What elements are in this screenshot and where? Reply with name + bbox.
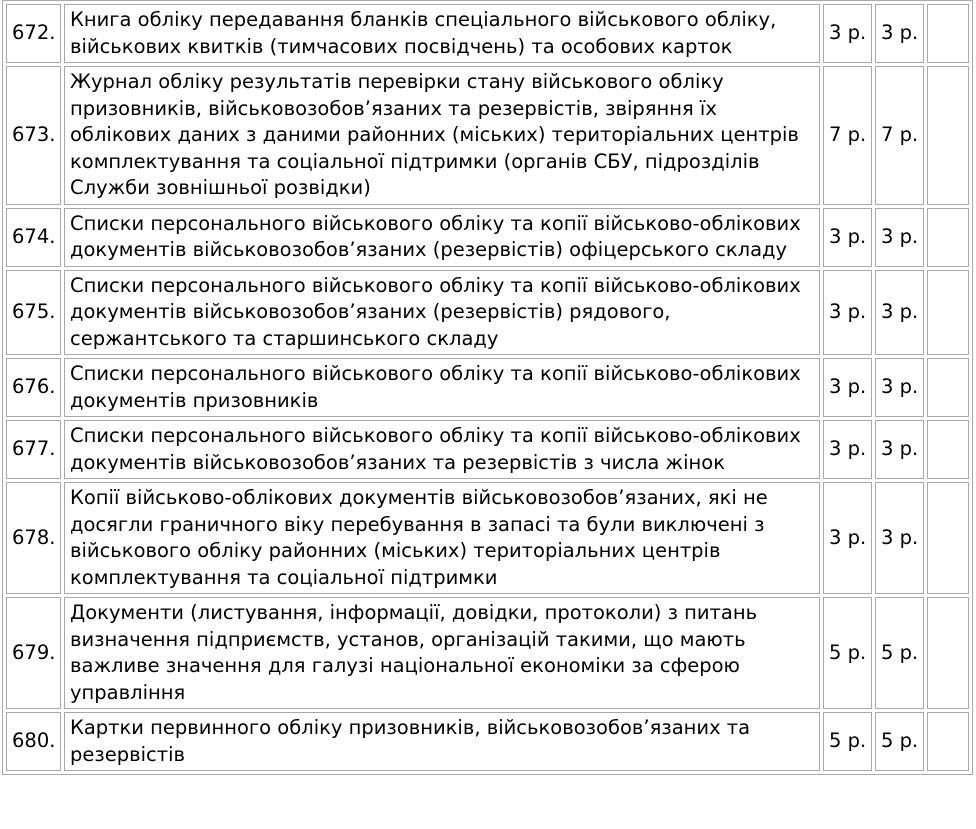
row-title: Списки персонального військового обліку та копії військово-облікових документів військовозобов’язаних (резервістів) офіцерського складу <box>64 208 820 267</box>
retention-term-b: 5 р. <box>875 597 924 709</box>
table-row <box>6 4 969 63</box>
row-number: 675. <box>6 270 61 356</box>
records-table <box>2 0 973 775</box>
table-row <box>6 358 969 417</box>
row-note <box>927 482 969 594</box>
retention-term-b: 3 р. <box>875 4 924 63</box>
retention-term-b: 3 р. <box>875 482 924 594</box>
table-row <box>6 270 969 356</box>
table-row <box>6 420 969 479</box>
row-note <box>927 4 969 63</box>
retention-term-a: 3 р. <box>823 270 872 356</box>
row-title: Списки персонального військового обліку та копії військово-облікових документів військовозобов’язаних (резервістів) рядового, сержантського та старшинського складу <box>64 270 820 356</box>
retention-term-b: 3 р. <box>875 420 924 479</box>
row-note <box>927 597 969 709</box>
row-note <box>927 208 969 267</box>
table-row <box>6 482 969 594</box>
row-title: Списки персонального військового обліку та копії військово-облікових документів призовників <box>64 358 820 417</box>
row-number: 676. <box>6 358 61 417</box>
row-note <box>927 66 969 205</box>
row-number: 677. <box>6 420 61 479</box>
table-row <box>6 66 969 205</box>
retention-term-a: 5 р. <box>823 712 872 771</box>
retention-term-a: 7 р. <box>823 66 872 205</box>
table-row <box>6 597 969 709</box>
retention-term-a: 3 р. <box>823 208 872 267</box>
row-number: 673. <box>6 66 61 205</box>
table-row <box>6 208 969 267</box>
retention-term-a: 3 р. <box>823 420 872 479</box>
row-note <box>927 420 969 479</box>
retention-term-b: 7 р. <box>875 66 924 205</box>
row-number: 680. <box>6 712 61 771</box>
row-note <box>927 270 969 356</box>
row-note <box>927 712 969 771</box>
retention-term-b: 3 р. <box>875 270 924 356</box>
table-row <box>6 712 969 771</box>
retention-term-a: 5 р. <box>823 597 872 709</box>
row-title: Копії військово-облікових документів військовозобов’язаних, які не досягли граничного віку перебування в запасі та були виключені з військового обліку районних (міських) територіальних центрів комплектування та соціальної підтримки <box>64 482 820 594</box>
row-title: Списки персонального військового обліку та копії військово-облікових документів військовозобов’язаних та резервістів з числа жінок <box>64 420 820 479</box>
row-title: Журнал обліку результатів перевірки стану військового обліку призовників, військовозобов’язаних та резервістів, звіряння їх облікових даних з даними районних (міських) територіальних центрів комплектування та соціальної підтримки (органів СБУ, підрозділів Служби зовнішньої розвідки) <box>64 66 820 205</box>
row-title: Картки первинного обліку призовників, військовозобов’язаних та резервістів <box>64 712 820 771</box>
retention-term-b: 3 р. <box>875 208 924 267</box>
row-title: Книга обліку передавання бланків спеціального військового обліку, військових квитків (тимчасових посвідчень) та особових карток <box>64 4 820 63</box>
retention-term-a: 3 р. <box>823 4 872 63</box>
retention-term-b: 3 р. <box>875 358 924 417</box>
row-number: 672. <box>6 4 61 63</box>
retention-term-a: 3 р. <box>823 358 872 417</box>
row-note <box>927 358 969 417</box>
row-number: 674. <box>6 208 61 267</box>
row-number: 679. <box>6 597 61 709</box>
row-title: Документи (листування, інформації, довідки, протоколи) з питань визначення підприємств, установ, організацій такими, що мають важливе значення для галузі національної економіки за сферою управління <box>64 597 820 709</box>
retention-term-b: 5 р. <box>875 712 924 771</box>
row-number: 678. <box>6 482 61 594</box>
retention-term-a: 3 р. <box>823 482 872 594</box>
